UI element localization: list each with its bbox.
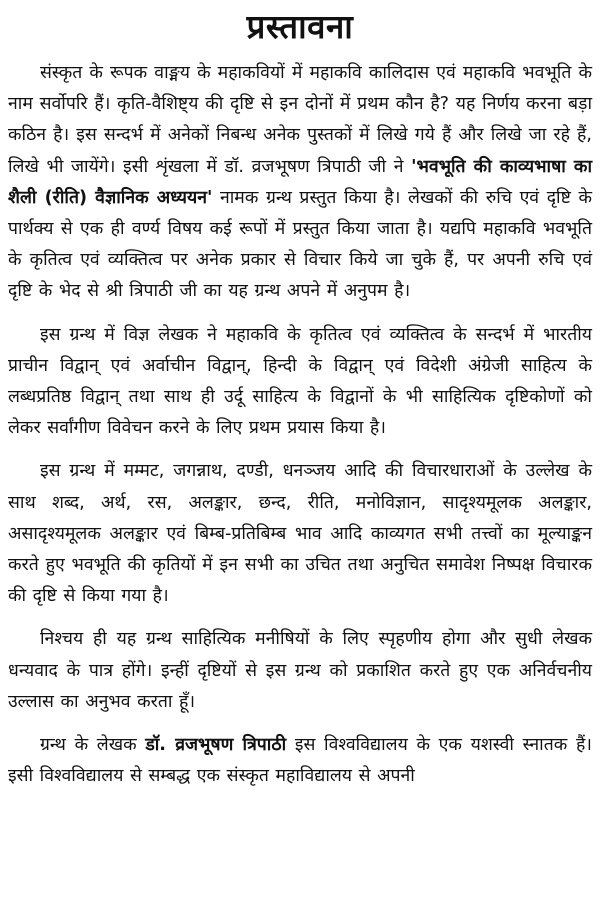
paragraph-5-text-a: ग्रन्थ के लेखक: [40, 735, 146, 756]
paragraph-5-text-b: इस विश्वविद्यालय के एक यशस्वी स्नातक हैं। इसी विश्वविद्यालय से सम्बद्ध एक संस्कृत महाविद्यालय से अपनी: [8, 735, 592, 787]
book-title-emphasis: 'भवभूति की काव्यभाषा का शैली (रीति) वैज्ञानिक अध्ययन': [8, 156, 593, 208]
paragraph-1-text-a: संस्कृत के रूपक वाङ्मय के महाकवियों में महाकवि कालिदास एवं महाकवि भवभूति के नाम सर्वोपरि हैं। कृति-वैशिष्ट्य की दृष्टि से इन दोनों में प्रथम कौन है? यह निर्णय करना बड़ा कठिन है। इस सन्दर्भ में अनेकों निबन्ध अनेक पुस्तकों में लिखे गये हैं और लिखे जा रहे हैं, लिखे भी जायेंगे। इसी शृंखला में डॉ. व्रजभूषण त्रिपाठी जी ने: [8, 63, 592, 177]
paragraph-1: [8, 58, 592, 308]
author-name-emphasis: डॉ. व्रजभूषण त्रिपाठी: [145, 735, 287, 756]
paragraph-4: निश्चय ही यह ग्रन्थ साहित्यिक मनीषियों के लिए स्पृहणीय होगा और सुधी लेखक धन्यवाद के पात्र होंगे। इन्हीं दृष्टियों से इस ग्रन्थ को प्रकाशित करते हुए एक अनिर्वचनीय उल्लास का अनुभव करता हूँ।: [8, 629, 592, 712]
paragraph-2: इस ग्रन्थ में विज्ञ लेखक ने महाकवि के कृतित्व एवं व्यक्तित्व के सन्दर्भ में भारतीय प्राचीन विद्वान् एवं अर्वाचीन विद्वान्, हिन्दी के विद्वान् एवं विदेशी अंग्रेजी साहित्य के लब्धप्रतिष्ठ विद्वान् तथा साथ ही उर्दू साहित्य के विद्वानों के भी साहित्यिक दृष्टिकोणों को लेकर सर्वांगीण विवेचन करने के लिए प्रथम प्रयास किया है।: [8, 324, 592, 439]
paragraph-1-text-b: नामक ग्रन्थ प्रस्तुत किया है। लेखकों की रुचि एवं दृष्टि के पार्थक्य से एक ही वर्ण्य विषय कई रूपों में प्रस्तुत किया जाता है। यद्यपि महाकवि भवभूति के कृतित्व एवं व्यक्तित्व पर अनेक प्रकार से विचार किये जा चुके हैं, पर अपनी रुचि एवं दृष्टि के भेद से श्री त्रिपाठी जी का यह ग्रन्थ अपने में अनुपम है।: [8, 187, 592, 302]
paragraph-3: इस ग्रन्थ में मम्मट, जगन्नाथ, दण्डी, धनञ्जय आदि की विचारधाराओं के उल्लेख के साथ शब्द, अर्थ, रस, अलङ्कार, छन्द, रीति, मनोविज्ञान, सादृश्यमूलक अलङ्कार, असादृश्यमूलक अलङ्कार एवं बिम्ब-प्रतिबिम्ब भाव आदि काव्यगत सभी तत्त्वों का मूल्याङ्कन करते हुए भवभूति की कृतियों में इन सभी का उचित तथा अनुचित समावेश निष्पक्ष विचारक की दृष्टि से किया गया है।: [8, 461, 592, 607]
page-title: प्रस्तावना: [246, 7, 354, 46]
paragraph-5: [8, 730, 592, 792]
